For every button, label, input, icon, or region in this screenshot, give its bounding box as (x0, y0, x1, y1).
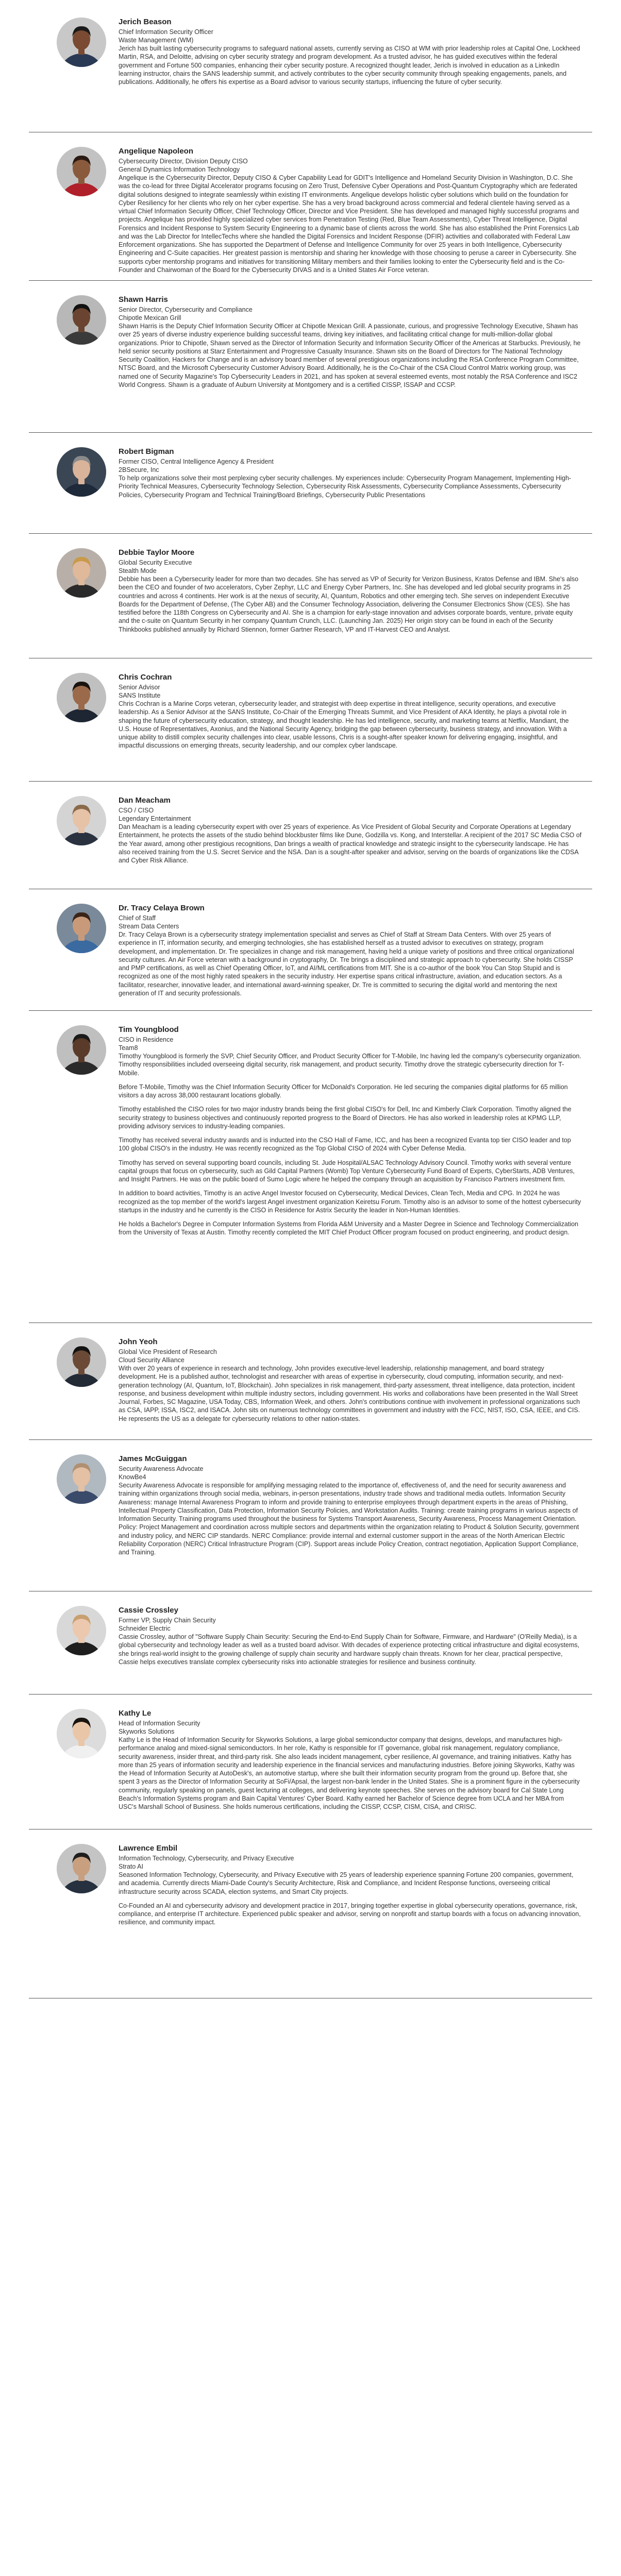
speaker-organization: Chipotle Mexican Grill (119, 314, 181, 321)
avatar (57, 1709, 106, 1758)
speaker-photo (57, 548, 106, 598)
speaker-entry (29, 147, 592, 281)
speaker-name: Shawn Harris (119, 295, 168, 304)
speaker-entry (29, 1606, 592, 1694)
speaker-organization: Strato AI (119, 1863, 143, 1870)
avatar (57, 447, 106, 497)
speaker-bio-paragraph: Seasoned Information Technology, Cybersecurity, and Privacy Executive with 25 years of leadership experience spanning Fortune 200 companies, government, and academia. Currently directs Miami-Dade County's Security Architecture, Risk and Compliance, and Incident Response functions, overseeing critical infrastructure security across SCADA, election systems, and Smart City projects. (119, 1871, 574, 1895)
speaker-entry (29, 796, 592, 889)
speaker-bio-paragraph: Security Awareness Advocate is responsible for amplifying messaging related to the importance of, effectiveness of, and the need for security awareness and training within organizations through social media, webinars, in-person presentations, industry trade shows and traditional media outlets. Information Security Awareness: manage Internal Awareness Program to inform and provide training to enterprise employees through department experts in the areas of Phishing, Intellectual Property Classification, Data Protection, Information Security Policies, and Workstation Audits. Training: create training programs in various aspects of Information Security. Training programs used throughout the business for Systems Transport Awareness, Security Awareness, Process Management Orientation. Policy: Project Management and coordination across multiple sectors and departments within the organization relating to Product & Solution Security, government and industry policy, and NERC CIP standards. NERC Compliance: provide internal and external customer support in the areas of the North American Electric Reliability Corporation (NERC) Critical Infrastructure Program (CIP). Support areas include Policy Creation, contract negotiation, Application Support Compliance, and Training. (119, 1482, 579, 1556)
speaker-entry (29, 548, 592, 658)
speaker-organization: Stream Data Centers (119, 923, 179, 930)
speaker-organization: Waste Management (WM) (119, 37, 194, 44)
avatar (57, 1454, 106, 1504)
speaker-entry (29, 1844, 592, 1998)
speaker-photo (57, 18, 106, 67)
speaker-photo (57, 295, 106, 345)
speaker-bio-paragraph: Cassie Crossley, author of "Software Supply Chain Security: Securing the End-to-End Supply Chain for Software, Firmware, and Hardware" (O'Reilly Media), is a global cybersecurity and technology leader as well as a trusted board advisor. With decades of experience protecting critical infrastructure and digital ecosystems, she brings real-world insight to the growing challenge of supply chain security and hardware supply chain threats. Known for her clear, practical perspective, Cassie helps executives translate complex cybersecurity risks into actionable strategies for resilience and business continuity. (119, 1633, 580, 1666)
speaker-title: Information Technology, Cybersecurity, and Privacy Executive (119, 1855, 294, 1862)
speaker-text (119, 904, 582, 997)
speaker-text (119, 295, 582, 389)
speaker-text (119, 796, 582, 865)
speaker-text (119, 1709, 582, 1811)
speaker-photo (57, 904, 106, 953)
speaker-title: Global Vice President of Research (119, 1348, 217, 1355)
speaker-title: Head of Information Security (119, 1720, 200, 1727)
speaker-text (119, 673, 582, 750)
speaker-entry (29, 1337, 592, 1440)
avatar (57, 1844, 106, 1893)
speaker-text (119, 548, 582, 634)
speaker-text (119, 18, 582, 86)
avatar (57, 18, 106, 67)
speaker-name: Chris Cochran (119, 673, 172, 682)
speaker-organization: Legendary Entertainment (119, 815, 191, 822)
speaker-bio-paragraph: Dr. Tracy Celaya Brown is a cybersecurity strategy implementation specialist and serves as Chief of Staff at Stream Data Centers. With over 25 years of experience in IT, information security, and emerging technologies, she has established herself as a trusted advisor to executives on strategy, program development, and implementation. Dr. Tre specializes in change and risk management, having held a unique variety of positions and three critical organizational security cultures. An Air Force veteran with a background in cryptography, Dr. Tre brings a disciplined and strategic approach to cybersecurity. She holds CISSP and PMP certifications, as well as Chief Operating Officer, IoT, and AI/ML certifications from MIT. She is a co-author of the book You Can Stop Stupid and is recognized as one of the most highly rated speakers in the security industry. Her expertise spans critical infrastructure, aviation, and education sectors. As a facilitator, researcher, innovative leader, and international award-winning speaker, Dr. Tre is committed to securing the digital world and mentoring the next generation of IT and security professionals. (119, 931, 574, 997)
speaker-organization: Skyworks Solutions (119, 1728, 175, 1735)
speaker-title: Chief of Staff (119, 914, 156, 922)
speaker-name: Dr. Tracy Celaya Brown (119, 904, 205, 912)
speaker-title: Global Security Executive (119, 559, 192, 566)
speaker-name: Tim Youngblood (119, 1025, 179, 1034)
speaker-organization: Cloud Security Alliance (119, 1357, 184, 1364)
speaker-organization: Stealth Mode (119, 567, 157, 574)
speaker-title: Chief Information Security Officer (119, 28, 213, 36)
speaker-text (119, 1606, 582, 1666)
speaker-bio-paragraph: Timothy established the CISO roles for two major industry brands being the first global CISO's for Dell, Inc and Kimberly Clark Corporation. Timothy aligned the security strategy to business objectives and continuously reported progress to the Board of Directors. He has also worked in leadership roles at KPMG LLP, providing advisory services to industry-leading companies. (119, 1106, 572, 1130)
speaker-bio-paragraph: Kathy Le is the Head of Information Security for Skyworks Solutions, a large global semiconductor company that designs, develops, and manufactures high-performance analog and mixed-signal semiconductors. In her role, Kathy is responsible for IT governance, global risk management, regulatory compliance, security awareness, insider threat, and third-party risk. She also leads incident management, cyber resilience, AI governance, and training initiatives. Kathy has more than 25 years of information security and leadership experience in the financial services and manufacturing industries. Before joining Skyworks, Kathy was the Head of Information Security at AutoDesk's, an automotive startup, where she built their information security program from the ground up. Before that, she spent 3 years as the Director of Information Security at SoFi/Apsal, the largest non-bank lender in the United States. She is a prominent figure in the cybersecurity community, regularly speaking on panels, guest lecturing at colleges, and delivering keynote speeches. She serves on the advisory board for Cal State Long Beach's Information Systems program and Bain Capital Ventures' Cyber Board. Kathy earned her Bachelor of Science degree from UCLA and her MBA from USC's Marshall School of Business. She holds numerous certifications, including the CISSP, CCSP, CISM, CISA, and CRISC. (119, 1736, 580, 1810)
speaker-photo (57, 796, 106, 845)
speaker-title: CSO / CISO (119, 807, 154, 814)
speaker-name: Dan Meacham (119, 796, 171, 805)
speaker-name: James McGuiggan (119, 1454, 187, 1463)
speaker-entry (29, 18, 592, 132)
speaker-photo (57, 1844, 106, 1893)
speaker-text (119, 1025, 582, 1237)
speaker-name: Robert Bigman (119, 447, 174, 456)
avatar (57, 673, 106, 722)
avatar (57, 796, 106, 845)
speaker-entry (29, 904, 592, 1011)
speaker-bio-paragraph: Before T-Mobile, Timothy was the Chief Information Security Officer for McDonald's Corporation. He led securing the companies digital platforms for 65 million visitors a day across 38,000 restaurant locations globally. (119, 1083, 568, 1099)
speaker-title: Cybersecurity Director, Division Deputy CISO (119, 158, 248, 165)
speaker-name: Jerich Beason (119, 18, 172, 26)
avatar (57, 1025, 106, 1075)
speaker-name: Kathy Le (119, 1709, 152, 1718)
speaker-entry (29, 1025, 592, 1323)
speaker-organization: General Dynamics Information Technology (119, 166, 240, 173)
speaker-text (119, 147, 582, 274)
speaker-title: Senior Director, Cybersecurity and Compliance (119, 306, 253, 313)
speaker-entry (29, 295, 592, 433)
speaker-organization: KnowBe4 (119, 1473, 146, 1481)
speaker-entry (29, 673, 592, 782)
speaker-bio-paragraph: Jerich has built lasting cybersecurity programs to safeguard national assets, currently serving as CISO at WM with prior leadership roles at Capital One, Lockheed Martin, RSA, and Deloitte, advising on cyber security strategy and program development. As a trusted advisor, he has guided executives within the federal government and Fortune 500 companies, enhancing their cyber security posture. A recognized thought leader, Jerich is involved in education as a LinkedIn learning instructor, chairs the SANS leadership summit, and actively contributes to the cyber security community through speaking engagements, panels, and publications. Additionally, he offers his expertise as a Board advisor to various security startups, influencing the future of cyber security. (119, 45, 580, 86)
speaker-entry (29, 1454, 592, 1591)
speaker-name: Angelique Napoleon (119, 147, 194, 156)
speaker-title: CISO in Residence (119, 1036, 174, 1043)
avatar (57, 1337, 106, 1387)
speaker-bio-paragraph: Timothy has served on several supporting board councils, including St. Jude Hospital/ALSAC Technology Advisory Council. Timothy works with several venture capital groups that focus on cybersecurity, such as Gild Capital Partners (Womb) Top Venture Cybersecurity Fund Board of Experts, CyberStarts, ADB Ventures, and Insight Partners. He was on the public board of Sumo Logic where he helped the company through an acquisition by Francisco Partners investment firm. (119, 1159, 575, 1183)
speaker-entry (29, 447, 592, 534)
speaker-organization: SANS Institute (119, 692, 161, 699)
speaker-text (119, 1454, 582, 1556)
speaker-bio-paragraph: Timothy has received several industry awards and is inducted into the CSO Hall of Fame, ICC, and has been a recognized Evanta top tier CISO leader and top 100 global CISO's in the industry. He was recently recognized as the Top Global CISO of 2024 with Cyber Defense Media. (119, 1137, 571, 1153)
speaker-title: Former VP, Supply Chain Security (119, 1617, 216, 1624)
speaker-photo (57, 1454, 106, 1504)
speaker-title: Former CISO, Central Intelligence Agency & President (119, 458, 274, 465)
speaker-organization: 2BSecure, Inc (119, 466, 159, 473)
speaker-title: Security Awareness Advocate (119, 1465, 204, 1472)
avatar (57, 1606, 106, 1655)
speaker-organization: Team8 (119, 1044, 138, 1052)
speaker-photo (57, 1606, 106, 1655)
speaker-bio-paragraph: Shawn Harris is the Deputy Chief Information Security Officer at Chipotle Mexican Grill. A passionate, curious, and progressive Technology Executive, Shawn has over 25 years of diverse industry experience building successful teams, driving key initiatives, and facilitating critical change for multi-million-dollar global organizations. Prior to Chipotle, Shawn served as the Director of Information Security and Information Security Officer of the Americas at Starbucks. Previously, he held senior security positions at Starz Entertainment and Progressive Casualty Insurance. Shawn sits on the Board of Directors for The National Technology Security Coalition, Hackers for Change and is an advisory board member of several prestigious organizations including the RSA Conference Program Committee, NTSC Board, and the Microsoft Cybersecurity Customer Advisory Board. Additionally, he is the Co-Chair of the CSA Cloud Control Matrix working group, was named one of Security Magazine's Top Cybersecurity Leaders in 2021, and has spoken at several esteemed events, most notably the RSA Conference and ISC2 World Congress. Shawn is a graduate of Auburn University at Montgomery and is a certified CISSP, ISSAP and CCSP. (119, 323, 581, 388)
speaker-name: Debbie Taylor Moore (119, 548, 195, 557)
avatar (57, 147, 106, 196)
speaker-bio-paragraph: He holds a Bachelor's Degree in Computer Information Systems from Florida A&M University and a Master Degree in Science and Technology Commercialization from the University of Texas at Austin. Timothy recently completed the MIT Chief Product Officer program focused on product engineering, and product design. (119, 1221, 579, 1236)
speaker-bio-paragraph: Dan Meacham is a leading cybersecurity expert with over 25 years of experience. As Vice President of Global Security and Corporate Operations at Legendary Entertainment, he protects the assets of the studio behind blockbuster films like Dune, Godzilla vs. Kong, and Interstellar. A recipient of the 2017 SC Media CSO of the Year award, among other prestigious recognitions, Dan brings a wealth of practical knowledge and strategic insight to the cybersecurity landscape. He has also received training from the U.S. Secret Service and the NSA. Dan is a sought-after speaker and advisor, serving on the boards of organizations like the CDSA and Cyber Risk Alliance. (119, 823, 582, 864)
speaker-bio-paragraph: Timothy Youngblood is formerly the SVP, Chief Security Officer, and Product Security Officer for T-Mobile, Inc having led the company's cybersecurity organization. Timothy responsibilities included overseeing digital security, risk management, and product security. Timothy drove the strategic cybersecurity direction for T-Mobile. (119, 1053, 581, 1077)
speaker-name: John Yeoh (119, 1337, 158, 1346)
speaker-bio-paragraph: Angelique is the Cybersecurity Director, Deputy CISO & Cyber Capability Lead for GDIT's Intelligence and Homeland Security Division in Washington, D.C. She was the co-lead for three Digital Accelerator programs focusing on Zero Trust, Defensive Cyber Operations and Post-Quantum Cryptography which are federated digital solutions designed to integrate seamlessly within existing IT environments. Angelique develops holistic cyber solutions which build on the foundation for Cyber Resiliency for her clients who rely on her cyber expertise. She has a very broad background across commercial and federal clientele having served as a virtual Chief Information Security Officer, Chief Technology Officer, Director and Vice President. She has developed and managed highly successful programs and projects. Angelique has provided highly specialized cyber services from Penetration Testing (Red, Blue Team Assessments), Cyber Threat Intelligence, Digital Forensics and Incident Response to System Security Engineering to a dynamic base of clients across the world. She has also established the Print Forensics Lab and was the Lab Director for IntellecTechs where she handled the Digital Forensics and Incident Response (DFIR) activities and collaborated with Federal Law Enforcement organizations. She has supported the Department of Defense and Intelligence Community for over 25 years in both Intelligence, Cybersecurity Engineering and C-Suite capacities. Her greatest passion is mentorship and sharing her knowledge with those choosing to peruse a career in Cybersecurity. She supports cyber mentorship programs and initiatives for transitioning Military members and their families looking to enter the Cybersecurity field and is the Co-Founder and Chairwoman of the Board for the Cybersecurity DIVAS and is a United States Air Force veteran. (119, 174, 579, 274)
speaker-bio-paragraph: To help organizations solve their most perplexing cyber security challenges. My experiences include: Cybersecurity Program Management, Implementing High-Priority Technical Measures, Cybersecurity Technology Selection, Cybersecurity Risk Assessments, Cybersecurity Compliance Assessments, Cybersecurity Policies, Cybersecurity Program and Technical Training/Board Briefings, Cybersecurity Public Presentations (119, 474, 572, 499)
speaker-photo (57, 1337, 106, 1387)
speaker-name: Cassie Crossley (119, 1606, 178, 1615)
speaker-bio-paragraph: With over 20 years of experience in research and technology, John provides executive-level leadership, relationship management, and board strategy development. He is a published author, technologist and researcher with areas of expertise in cybersecurity, cloud computing, information security, and next-generation technology (AI, Quantum, IoT, Blockchain). John specializes in risk management, third-party assessment, threat intelligence, data protection, incident response, and business development within multiple industry sectors, including government. His works and collaborations have been presented in the Wall Street Journal, Forbes, SC Magazine, USA Today, CBS, Information Week, and others. John's contributions continue with involvement in professional organizations such as CSA, IAPP, ISSA, ISC2, and ISACA. John sits on numerous technology committees in government and industry with the FCC, NIST, ISO, CSA, IEEE, and CIS. He represents the US as a delegate for cybersecurity relations to other nation-states. (119, 1365, 580, 1422)
speaker-photo (57, 1025, 106, 1075)
avatar (57, 548, 106, 598)
speaker-bio-paragraph: Debbie has been a Cybersecurity leader for more than two decades. She has served as VP of Security for Verizon Business, Kratos Defense and IBM. She's also been the CEO and founder of two accelerators, Cyber Zephyr, LLC and Energy Cyber Partners, Inc. She has developed and led global security programs in 25 countries and across 4 continents. Her work is at the nexus of security, AI, Quantum, Robotics and other emerging tech. She serves on independent Executive Boards for the Department of Defense, (The Cyber AB) and the Consumer Technology Association, delivering the Consumer Electronics Show (CES). She has testified before the 118th Congress on Cybersecurity and AI. She is a champion for early-stage innovation and advises corporate boards, venture, private equity and the c-suite on Quantum Security in her company Quantum Crunch, LLC. (Launching Jan. 2025) Her origin story can be found in each of the Security Thinkbooks published annually by Richard Stiennon, former Gartner Research, VP and IT-Harvest CEO and Analyst. (119, 575, 579, 633)
speaker-text (119, 447, 582, 499)
speaker-bio-paragraph: In addition to board activities, Timothy is an active Angel Investor focused on Cybersecurity, Medical Devices, Clean Tech, Media and CPG. In 2024 he was recognized as the top member of the world's largest Angel investment organization Keiretsu Forum. Timothy also is an advisor to some of the hottest cybersecurity startups in the industry and he currently is the CISO in Residence for Astrix Security the leader in Non-Human Identities. (119, 1190, 581, 1214)
speaker-bio-paragraph: Co-Founded an AI and cybersecurity advisory and development practice in 2017, bringing together expertise in global cybersecurity operations, governance, risk, compliance, and enterprise IT architecture. Experienced public speaker and advisor, serving on nonprofit and startup boards with a focus on advancing innovation, resilience, and community impact. (119, 1902, 581, 1926)
avatar (57, 295, 106, 345)
speaker-photo (57, 447, 106, 497)
speaker-text (119, 1844, 582, 1927)
speaker-photo (57, 147, 106, 196)
speaker-text (119, 1337, 582, 1423)
speaker-photo (57, 1709, 106, 1758)
speaker-entry (29, 1709, 592, 1829)
speaker-photo (57, 673, 106, 722)
speaker-title: Senior Advisor (119, 684, 160, 691)
speaker-bio-paragraph: Chris Cochran is a Marine Corps veteran, cybersecurity leader, and strategist with deep expertise in threat intelligence, security operations, and executive leadership. As a Senior Advisor at the SANS Institute, Co-Chair of the Emerging Threats Summit, and Vice President of AKA Identity, he plays a pivotal role in shaping the future of cybersecurity education, strategy, and thought leadership. He has led intelligence, security, and marketing teams at Netflix, Mandiant, the U.S. House of Representatives, Axonius, and the National Security Agency, bridging the gap between cybersecurity, business strategy, and innovation. With a unique ability to distill complex security challenges into clear, usable lessons, Chris is a sought-after speaker known for delivering engaging, insightful, and impactful discussions on emerging threats, security leadership, and our complex cyber landscape. (119, 700, 569, 750)
speaker-name: Lawrence Embil (119, 1844, 178, 1853)
avatar (57, 904, 106, 953)
speaker-organization: Schneider Electric (119, 1625, 171, 1632)
